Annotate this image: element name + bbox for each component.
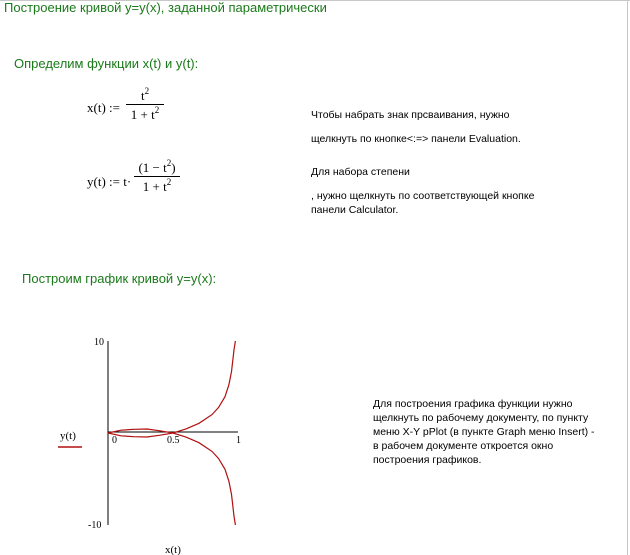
note-power-line1: Для набора степени xyxy=(311,166,410,178)
formula-y-fraction xyxy=(134,158,180,195)
note-graph-line: меню X-Y pPlot (в пункте Graph меню Insert) - xyxy=(373,426,595,438)
formula-x-lhs: x(t) := xyxy=(87,100,120,115)
x-tick-0: 0 xyxy=(112,435,117,446)
formula-x-fraction xyxy=(126,86,164,123)
formula-y-numerator: $(1 - t^2)$ xyxy=(138,158,176,175)
y-axis-label: y(t) xyxy=(60,430,76,442)
section-heading-graph: Построим график кривой y=y(x): xyxy=(22,271,217,286)
note-power-line3: панели Calculator. xyxy=(311,204,399,216)
note-graph-line: построения графиков. xyxy=(373,454,482,466)
note-graph xyxy=(373,397,595,467)
y-tick-min: -10 xyxy=(88,520,102,531)
formula-x-numerator: $t^2$ xyxy=(140,86,150,103)
note-assign-line2: щелкнуть по кнопке<:=> панели Evaluation. xyxy=(311,133,521,145)
series-line-2 xyxy=(108,341,235,437)
note-assign-line1: Чтобы набрать знак прсваивания, нужно xyxy=(311,109,510,121)
note-graph-line: Для построения графика функции нужно xyxy=(373,398,573,410)
series-line-1 xyxy=(108,429,235,525)
x-axis-label: x(t) xyxy=(165,544,181,555)
right-border xyxy=(627,0,628,555)
section-heading-functions: Определим функции x(t) и y(t): xyxy=(14,56,199,71)
note-graph-line: щелкнуть по рабочему документу, по пункту xyxy=(373,412,589,424)
formula-x-denominator: $1 + t^2$ xyxy=(130,105,160,122)
note-power-line2: , нужно щелкнуть по соответствующей кнопке xyxy=(311,190,535,202)
formula-y-denominator: $1 + t^2$ xyxy=(142,177,172,194)
x-tick-1: 1 xyxy=(236,435,241,446)
y-tick-max: 10 xyxy=(94,337,104,348)
x-tick-mid: 0.5 xyxy=(167,435,180,446)
formula-y-lhs: y(t) := t· xyxy=(87,174,132,189)
note-graph-line: в рабочем документе откроется окно xyxy=(373,440,554,452)
document-title: Построение кривой y=y(x), заданной параметрически xyxy=(4,0,327,15)
